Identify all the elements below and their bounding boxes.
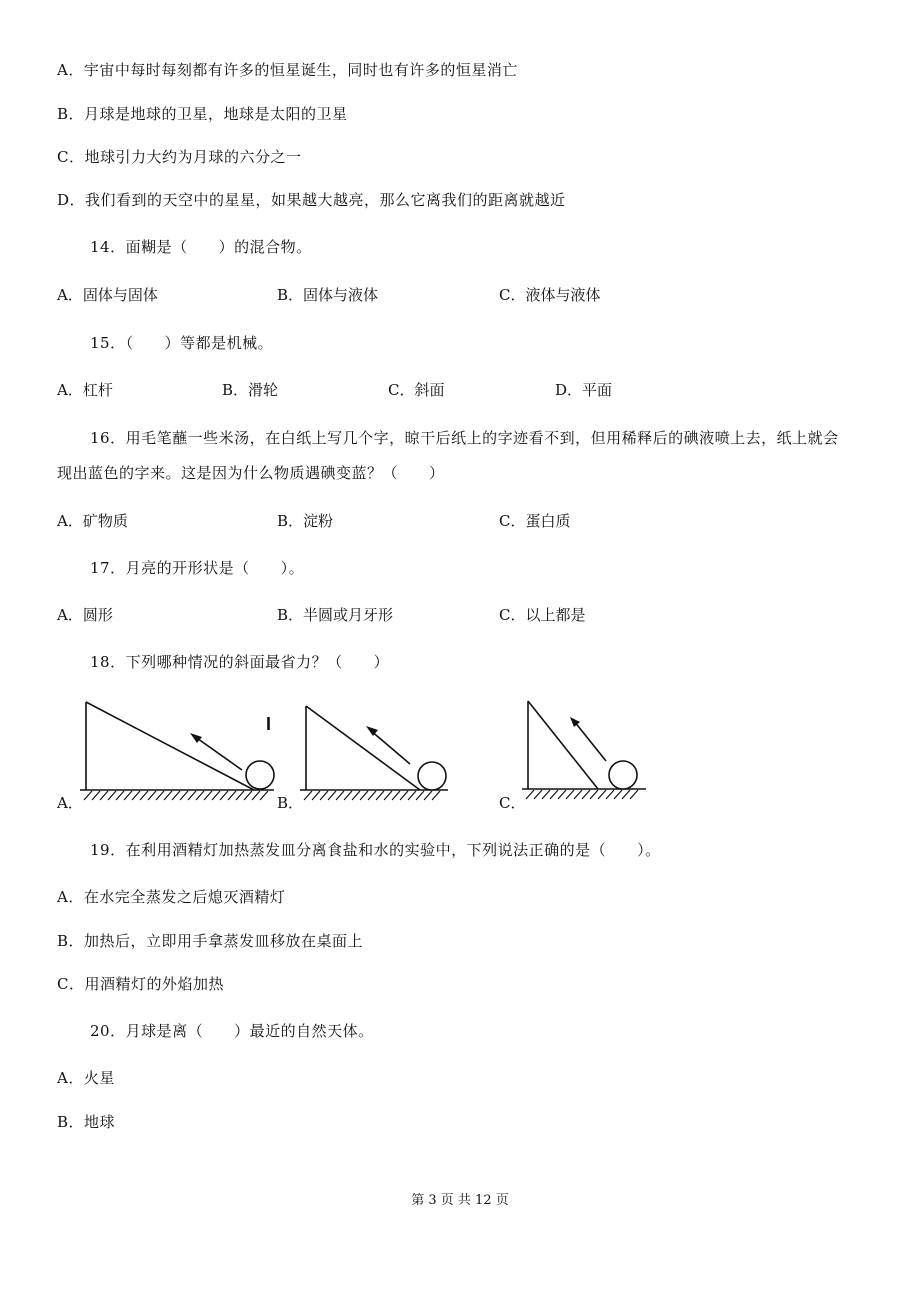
q20-stem: 20．月球是离（ ）最近的自然天体。 <box>90 1022 374 1040</box>
q17-option-b: B．半圆或月牙形 <box>277 606 394 624</box>
q15-option-d: D．平面 <box>555 381 613 399</box>
q20-option-b: B．地球 <box>57 1113 116 1131</box>
q13-option-d: D．我们看到的天空中的星星，如果越大越亮，那么它离我们的距离就越近 <box>57 191 566 209</box>
q16-option-c: C．蛋白质 <box>499 512 571 530</box>
q19-option-b: B．加热后，立即用手拿蒸发皿移放在桌面上 <box>57 932 364 950</box>
q16-option-b: B．淀粉 <box>277 512 334 530</box>
q18-option-c-label: C． <box>499 794 526 812</box>
q16-stem-line2: 现出蓝色的字来。这是因为什么物质遇碘变蓝？（ ） <box>57 464 445 482</box>
q14-option-a: A．固体与固体 <box>57 286 158 304</box>
q14-option-c: C．液体与液体 <box>499 286 601 304</box>
q14-option-b: B．固体与液体 <box>277 286 379 304</box>
incline-figure-a <box>78 696 278 806</box>
q17-stem: 17．月亮的开形状是（ ）。 <box>90 559 305 577</box>
q16-stem-line1: 16．用毛笔蘸一些米汤，在白纸上写几个字，晾干后纸上的字迹看不到，但用稀释后的碘液喷上去，纸上就会 <box>90 429 839 447</box>
q14-stem: 14．面糊是（ ）的混合物。 <box>90 238 312 256</box>
q19-option-a: A．在水完全蒸发之后熄灭酒精灯 <box>57 888 286 906</box>
stray-mark: I <box>266 714 272 734</box>
q19-stem: 19．在利用酒精灯加热蒸发皿分离食盐和水的实验中，下列说法正确的是（ ）。 <box>90 841 661 859</box>
q15-stem: 15．（ ）等都是机械。 <box>90 334 274 352</box>
incline-figure-c <box>520 695 650 805</box>
q18-stem: 18．下列哪种情况的斜面最省力？（ ） <box>90 653 390 671</box>
q19-option-c: C．用酒精灯的外焰加热 <box>57 975 224 993</box>
q20-option-a: A．火星 <box>57 1069 115 1087</box>
q18-option-a-label: A． <box>57 794 83 812</box>
q17-option-c: C．以上都是 <box>499 606 586 624</box>
q17-option-a: A．圆形 <box>57 606 113 624</box>
q13-option-a: A．宇宙中每时每刻都有许多的恒星诞生，同时也有许多的恒星消亡 <box>57 61 518 79</box>
q18-option-b-label: B． <box>277 794 304 812</box>
q15-option-a: A．杠杆 <box>57 381 113 399</box>
q15-option-c: C．斜面 <box>388 381 445 399</box>
q15-option-b: B．滑轮 <box>222 381 279 399</box>
q13-option-b: B．月球是地球的卫星，地球是太阳的卫星 <box>57 105 348 123</box>
q16-option-a: A．矿物质 <box>57 512 128 530</box>
incline-figure-b <box>298 698 453 808</box>
page-footer: 第 3 页 共 12 页 <box>411 1193 509 1208</box>
q13-option-c: C．地球引力大约为月球的六分之一 <box>57 148 302 166</box>
